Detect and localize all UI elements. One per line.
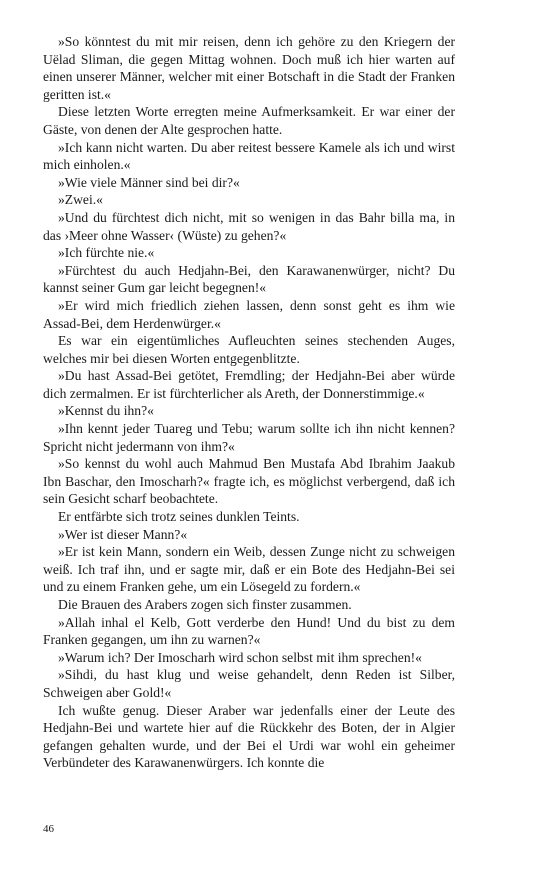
paragraph: »Ich fürchte nie.« [58,245,155,261]
paragraph: »Ihn kennt jeder Tuareg und Tebu; warum sollte ich ihn nicht kennen? Spricht nicht jedermann von ihm?« [43,421,455,454]
paragraph: »Ich kann nicht warten. Du aber reitest bessere Kamele als ich und wirst mich einholen.« [43,139,455,173]
paragraph: »So könntest du mit mir reisen, denn ich gehöre zu den Kriegern der Uëlad Sliman, die gegen Mittag wohnen. Doch muß ich hier warten auf einen unserer Männer, welcher mit einer Botschaft in die Stadt der Franken geritten ist.« [43,34,455,102]
paragraph: »Du hast Assad-Bei getötet, Fremdling; der Hedjahn-Bei aber würde dich zermalmen. Er ist fürchterlicher als Areth, der Donnerstimmige.« [43,368,455,401]
book-page [43,33,455,772]
paragraph: Die Brauen des Arabers zogen sich finster zusammen. [58,597,352,612]
paragraph: »So kennst du wohl auch Mahmud Ben Mustafa Abd Ibrahim Jaakub Ibn Baschar, den Imoscharh?« fragte ich, es möglichst verbergend, daß ich sein Gesicht scharf beobachtete. [43,456,455,507]
paragraph: Diese letzten Worte erregten meine Aufmerksamkeit. Er war einer der Gäste, von denen der Alte gesprochen hatte. [43,104,455,137]
paragraph: »Und du fürchtest dich nicht, mit so wenigen in das Bahr billa ma, in das ›Meer ohne Wasser‹ (Wüste) zu gehen?« [43,209,455,243]
page-number: 46 [43,823,54,835]
paragraph: Es war ein eigentümliches Aufleuchten seines stechenden Auges, welches mir bei diesen Worten entgegenblitzte. [43,333,455,366]
paragraph: »Wie viele Männer sind bei dir?« [58,174,240,190]
paragraph: »Allah inhal el Kelb, Gott verderbe den Hund! Und du bist zu dem Franken gegangen, um ihn zu warnen?« [43,614,455,648]
paragraph: Er entfärbte sich trotz seines dunklen Teints. [58,509,300,525]
paragraph: »Er wird mich friedlich ziehen lassen, denn sonst geht es ihm wie Assad-Bei, dem Herdenwürger.« [43,297,455,331]
paragraph: »Wer ist dieser Mann?« [58,526,188,542]
paragraph: »Fürchtest du auch Hedjahn-Bei, den Karawanenwürger, nicht? Du kannst seiner Gum gar leicht begegnen!« [43,262,455,296]
paragraph: »Sihdi, du hast klug und weise gehandelt, denn Reden ist Silber, Schweigen aber Gold!« [43,667,455,700]
paragraph: »Warum ich? Der Imoscharh wird schon selbst mit ihm sprechen!« [58,649,422,665]
paragraph: »Er ist kein Mann, sondern ein Weib, dessen Zunge nicht zu schweigen weiß. Ich traf ihn, und er sagte mir, daß er ein Bote des Hedjahn-Bei sei und zu einem Franken gehe, um ein Lösegeld zu fordern.« [43,544,455,595]
paragraph: »Kennst du ihn?« [58,403,154,419]
paragraph: »Zwei.« [58,192,103,208]
paragraph: Ich wußte genug. Dieser Araber war jedenfalls einer der Leute des Hedjahn-Bei und wartete hier auf die Rückkehr des Boten, der in Algier gefangen gehalten wurde, und der Bei el Urdi war wohl ein geheimer Verbündeter des Karawanenwürgers. Ich konnte die [43,702,455,771]
